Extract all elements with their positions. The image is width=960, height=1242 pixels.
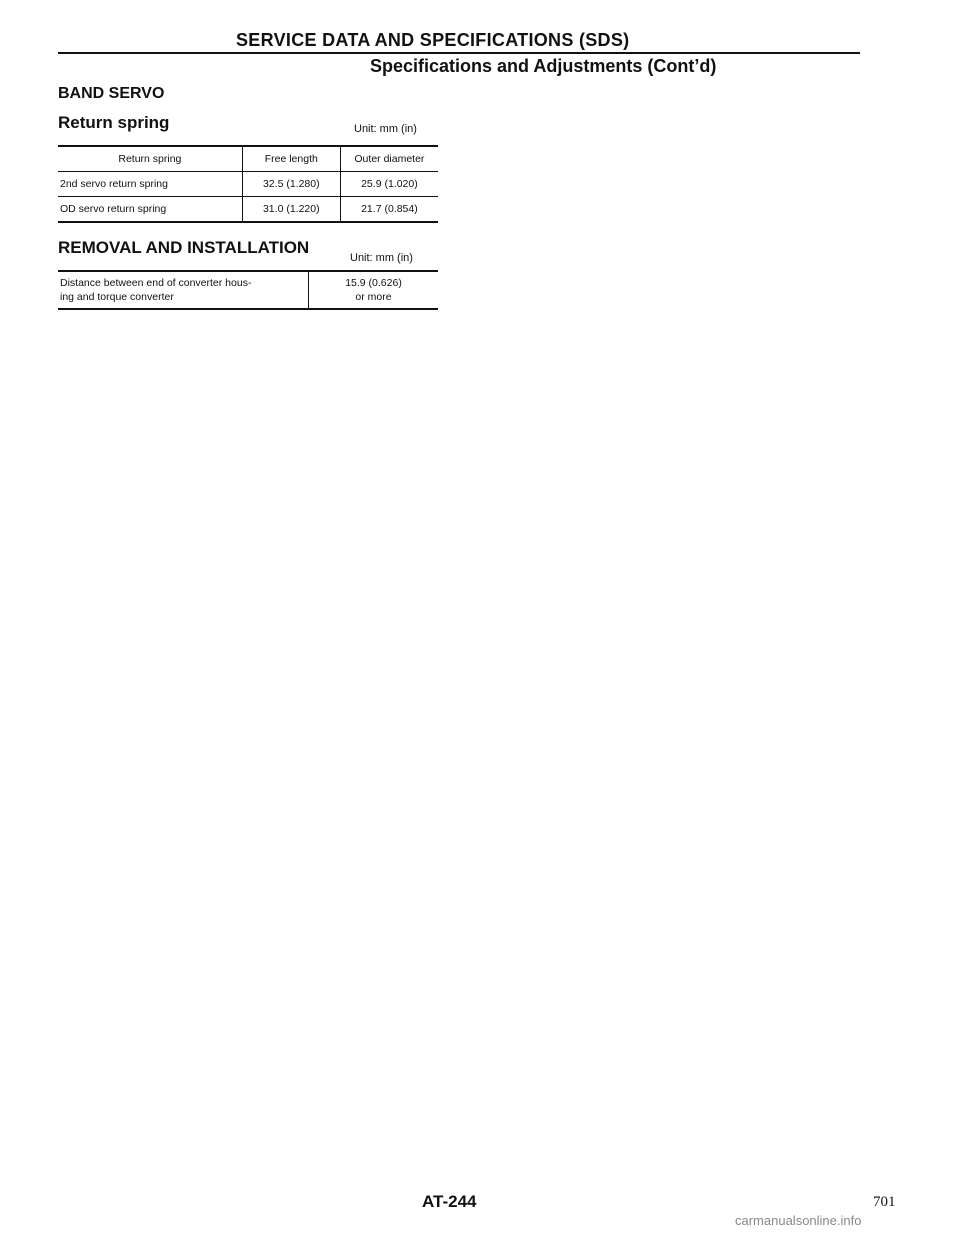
- label-line: Distance between end of converter hous-: [60, 277, 252, 289]
- table-row: [58, 172, 438, 197]
- page-subtitle: Specifications and Adjustments (Cont’d): [370, 56, 717, 76]
- page-code: AT-244: [422, 1192, 477, 1211]
- table-cell: 25.9 (1.020): [340, 172, 438, 197]
- table-row: [58, 271, 438, 309]
- table-row: [58, 197, 438, 223]
- value-line: or more: [355, 291, 392, 303]
- table-cell: 32.5 (1.280): [242, 172, 340, 197]
- column-header: Return spring: [58, 146, 242, 172]
- value-line: 15.9 (0.626): [345, 277, 402, 289]
- watermark: carmanualsonline.info: [735, 1213, 862, 1228]
- section-heading-removal-installation: REMOVAL AND INSTALLATION: [58, 238, 310, 257]
- page-title: SERVICE DATA AND SPECIFICATIONS (SDS): [236, 30, 630, 50]
- header-rule: [58, 52, 860, 54]
- table-header-row: [58, 146, 438, 172]
- subheading-return-spring: Return spring: [58, 113, 170, 132]
- table-cell: [309, 271, 439, 309]
- unit-label: Unit: mm (in): [354, 123, 417, 135]
- column-header: Outer diameter: [340, 146, 438, 172]
- removal-installation-table: [58, 270, 438, 310]
- label-line: ing and torque converter: [60, 291, 174, 303]
- table-cell: OD servo return spring: [60, 203, 167, 215]
- table-cell: 2nd servo return spring: [58, 172, 242, 197]
- table-cell: 21.7 (0.854): [340, 197, 438, 223]
- unit-label: Unit: mm (in): [350, 252, 413, 264]
- column-header: Free length: [242, 146, 340, 172]
- table-cell: [58, 271, 309, 309]
- page-number: 701: [873, 1194, 896, 1210]
- table-cell: 31.0 (1.220): [242, 197, 340, 223]
- return-spring-table: [58, 145, 438, 223]
- section-heading-band-servo: BAND SERVO: [58, 85, 165, 102]
